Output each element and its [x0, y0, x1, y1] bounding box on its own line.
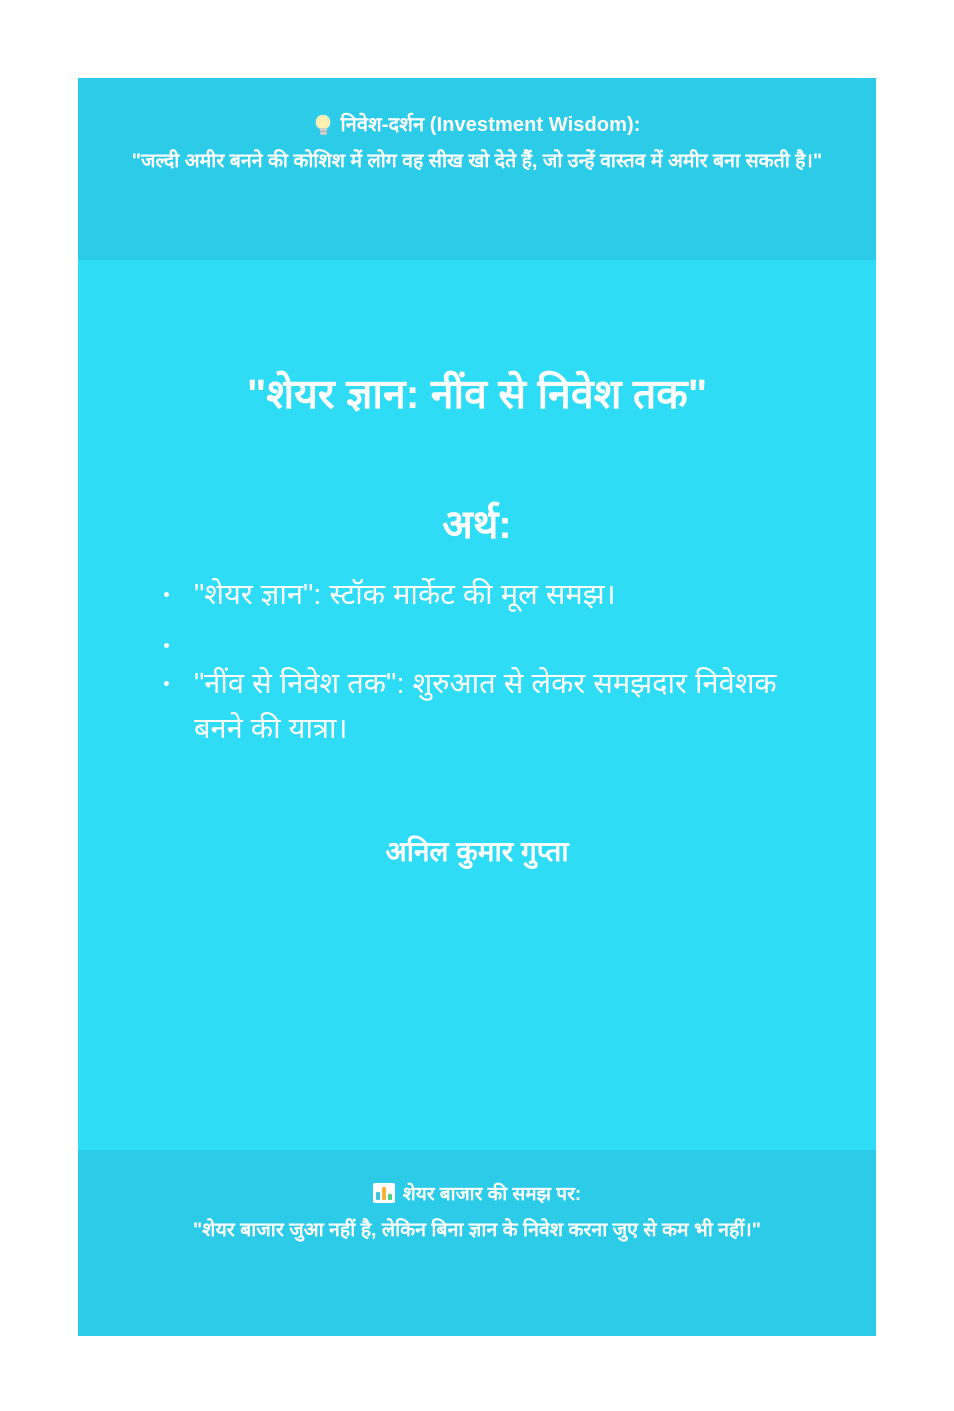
list-item	[178, 624, 820, 654]
footer-quote: "शेयर बाजार जुआ नहीं है, लेकिन बिना ज्ञान के निवेश करना जुए से कम भी नहीं।"	[192, 1219, 762, 1241]
list-item: "नींव से निवेश तक": शुरुआत से लेकर समझदार निवेशक बनने की यात्रा।	[178, 662, 820, 752]
footer-title-row	[373, 1180, 581, 1206]
author-name: अनिल कुमार गुप्ता	[385, 836, 569, 868]
list-item: "शेयर ज्ञान": स्टॉक मार्केट की मूल समझ।	[178, 573, 820, 618]
bottom-banner	[78, 1150, 876, 1336]
footer-title-text: शेयर बाजार की समझ पर:	[402, 1184, 582, 1205]
poster-card	[78, 78, 876, 1336]
page-title: "शेयर ज्ञान: नींव से निवेश तक"	[246, 371, 708, 417]
section-heading-meaning: अर्थ:	[442, 503, 512, 548]
poster-body	[78, 260, 876, 1150]
body-spacer	[124, 870, 830, 1130]
lightbulb-icon	[313, 114, 333, 138]
bar-chart-icon	[373, 1183, 395, 1203]
top-banner	[78, 78, 876, 260]
banner-quote: "जल्दी अमीर बनने की कोशिश में लोग वह सीख खो देते हैं, जो उन्हें वास्तव में अमीर बना सकती है।"	[131, 150, 823, 172]
meaning-bullet-list	[124, 573, 830, 758]
banner-title-row	[313, 112, 640, 139]
banner-title-text: निवेश-दर्शन (Investment Wisdom):	[340, 114, 641, 136]
